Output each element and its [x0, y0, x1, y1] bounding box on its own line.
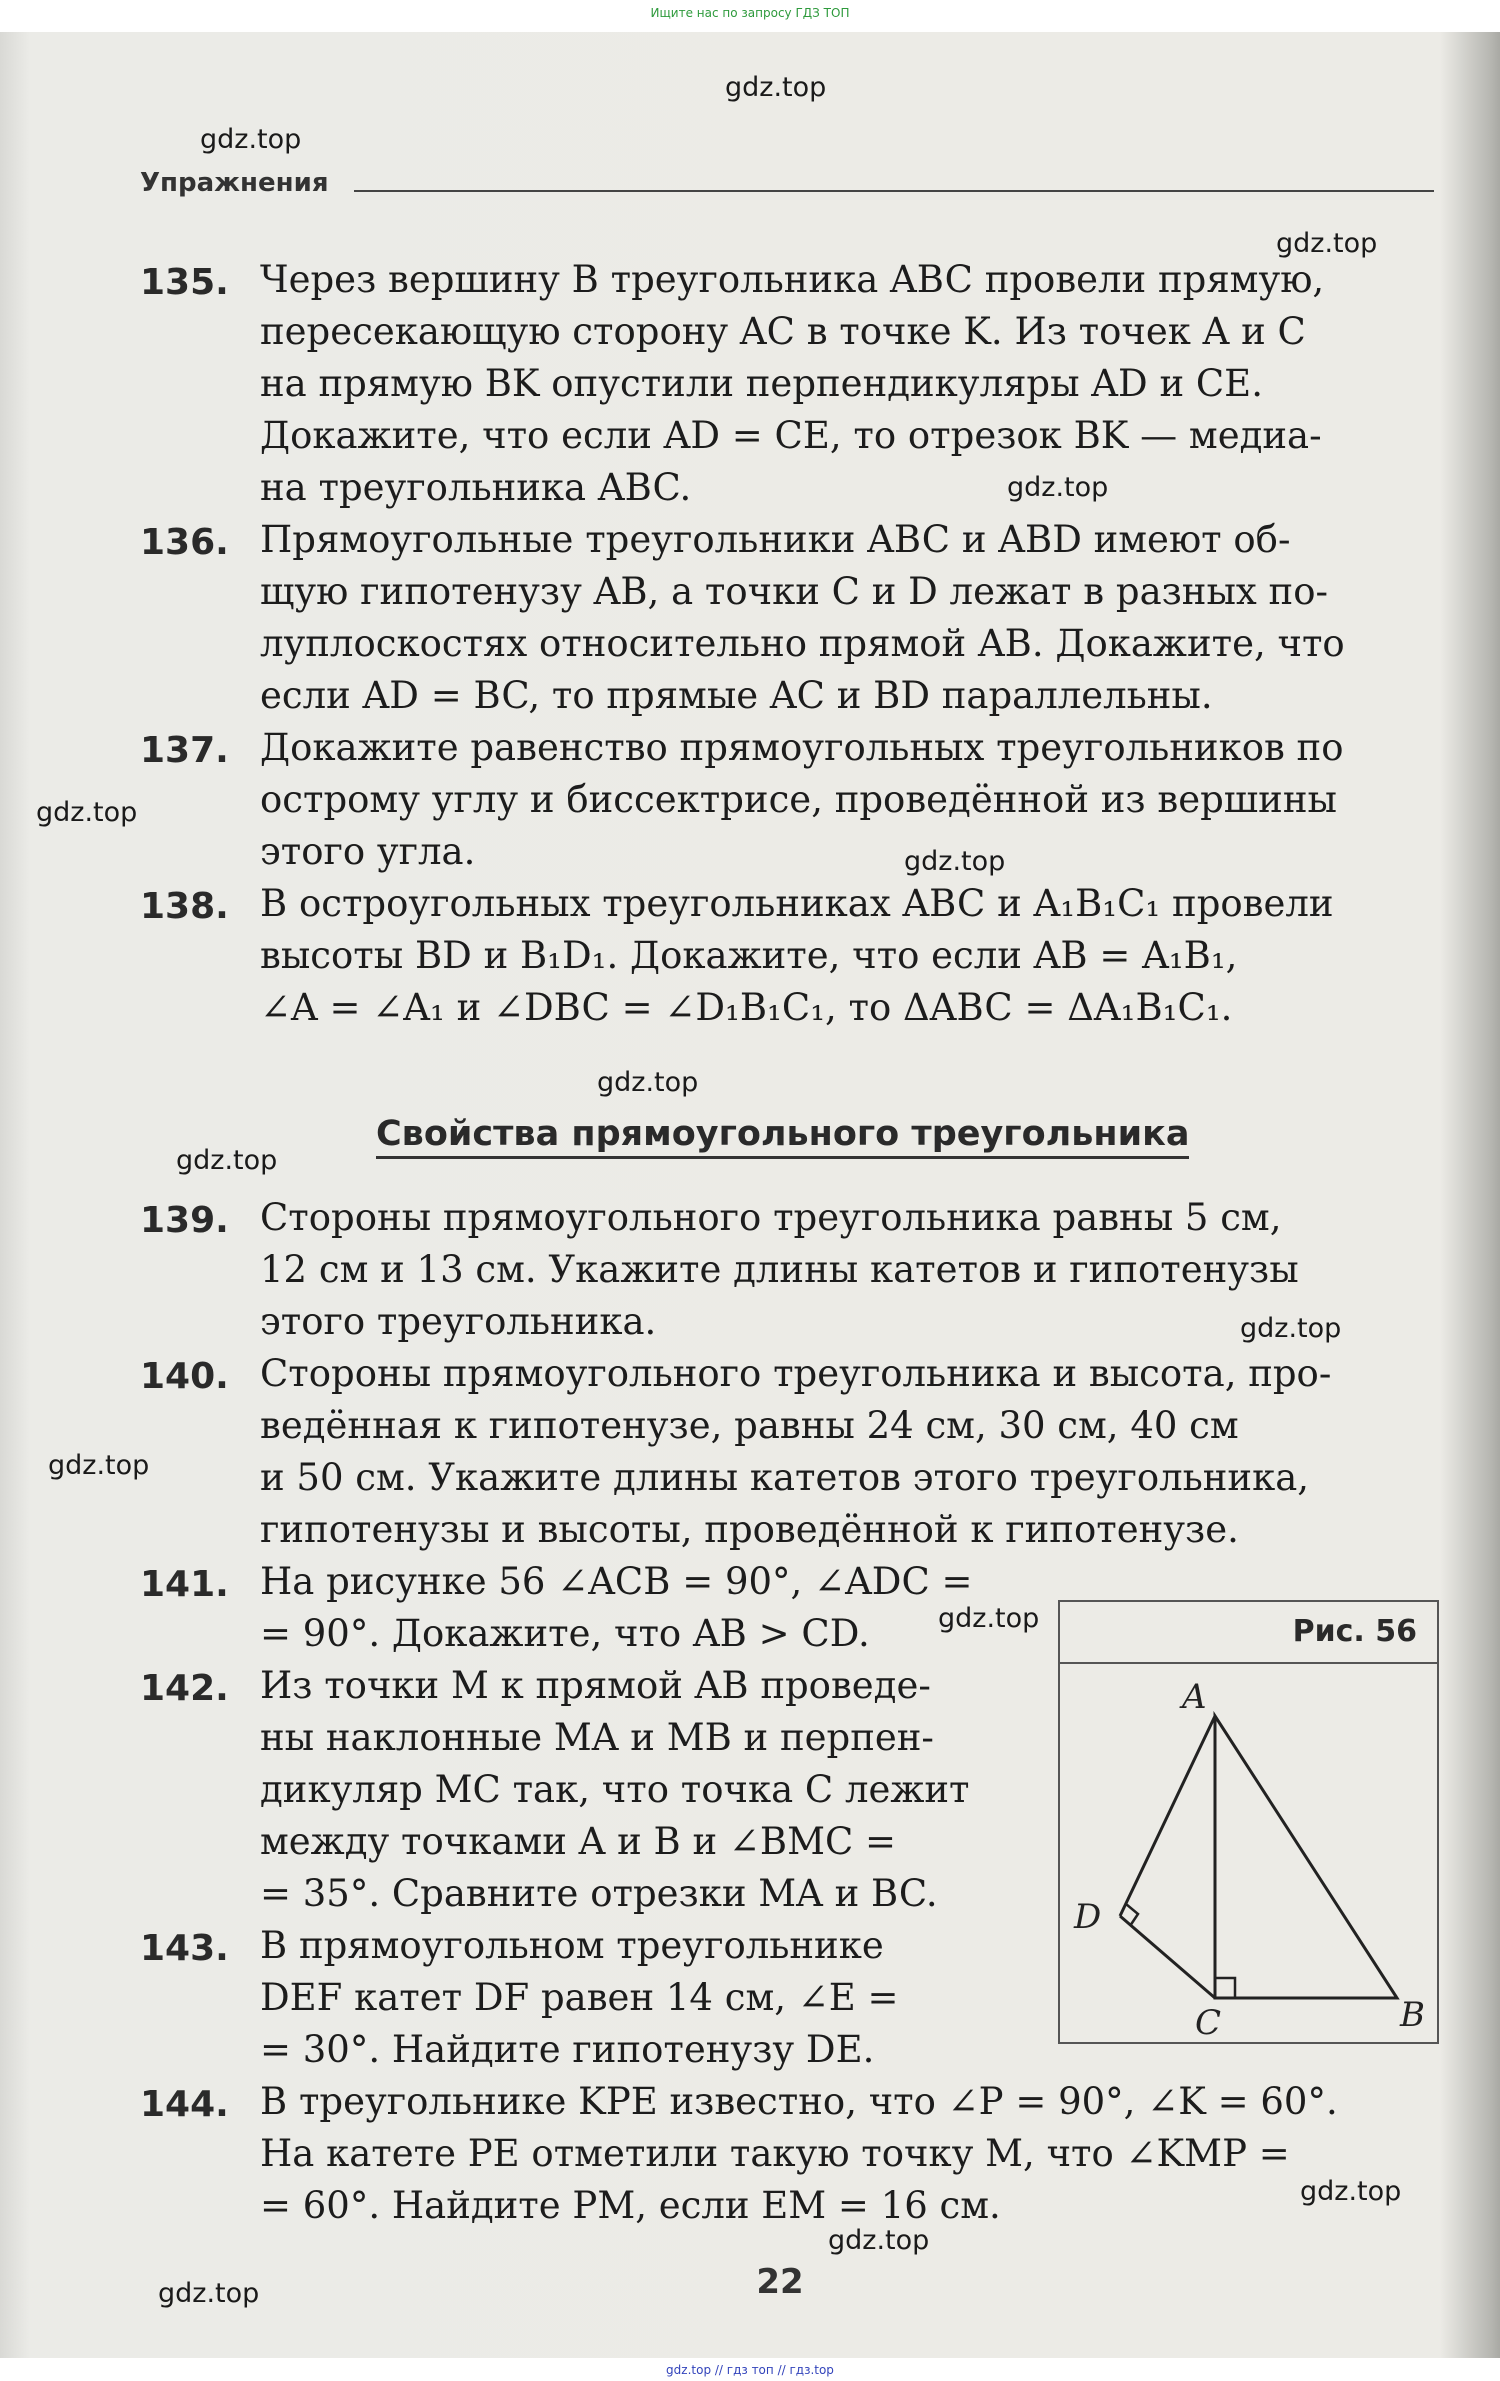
- exercise-number: 139.: [140, 1200, 229, 1241]
- exercise-line: На катете PE отметили такую точку M, что ∠KMP =: [260, 2132, 1290, 2175]
- exercise-number: 144.: [140, 2084, 229, 2125]
- watermark: gdz.top: [1276, 228, 1378, 259]
- exercise-number: 140.: [140, 1356, 229, 1397]
- watermark: gdz.top: [200, 124, 302, 155]
- exercise-line: между точками A и B и ∠BMC =: [260, 1820, 897, 1863]
- exercise-line: = 30°. Найдите гипотенузу DE.: [260, 2028, 875, 2071]
- exercise-line: ведённая к гипотенузе, равны 24 см, 30 см, 40 см: [260, 1404, 1239, 1447]
- exercise-line: Стороны прямоугольного треугольника равны 5 см,: [260, 1196, 1282, 1239]
- exercise-number: 135.: [140, 262, 229, 303]
- section-header: Упражнения: [140, 168, 329, 198]
- exercise-line: = 60°. Найдите PM, если EM = 16 см.: [260, 2184, 1001, 2227]
- exercise-line: Из точки M к прямой AB проведе-: [260, 1664, 931, 1707]
- exercise-line: острому углу и биссектрисе, проведённой из вершины: [260, 778, 1337, 821]
- exercise-number: 136.: [140, 522, 229, 563]
- exercise-line: На рисунке 56 ∠ACB = 90°, ∠ADC =: [260, 1560, 973, 1603]
- watermark: gdz.top: [36, 797, 138, 828]
- exercise-line: = 35°. Сравните отрезки MA и BC.: [260, 1872, 938, 1915]
- watermark: gdz.top: [1300, 2176, 1402, 2207]
- exercise-line: Через вершину B треугольника ABC провели прямую,: [260, 258, 1325, 301]
- exercise-line: щую гипотенузу AB, а точки C и D лежат в разных по-: [260, 570, 1328, 613]
- watermark: gdz.top: [904, 846, 1006, 877]
- exercise-line: = 90°. Докажите, что AB > CD.: [260, 1612, 870, 1655]
- exercise-line: ∠A = ∠A₁ и ∠DBC = ∠D₁B₁C₁, то ΔABC = ΔA₁B₁C₁.: [260, 986, 1233, 1029]
- exercise-number: 137.: [140, 730, 229, 771]
- exercise-number: 143.: [140, 1928, 229, 1969]
- exercise-line: Прямоугольные треугольники ABC и ABD имеют об-: [260, 518, 1291, 561]
- page-number: 22: [756, 2262, 804, 2302]
- label-c: C: [1195, 2003, 1222, 2042]
- triangle-diagram: [1060, 1664, 1437, 2042]
- exercise-line: В треугольнике KPE известно, что ∠P = 90°, ∠K = 60°.: [260, 2080, 1338, 2123]
- section-title: Свойства прямоугольного треугольника: [376, 1114, 1189, 1159]
- segment-dc: [1120, 1916, 1215, 1998]
- label-a: A: [1182, 1677, 1207, 1717]
- watermark: gdz.top: [1007, 472, 1109, 503]
- exercise-line: на прямую BK опустили перпендикуляры AD и CE.: [260, 362, 1263, 405]
- triangle-abc: [1215, 1716, 1397, 1998]
- exercise-line: высоты BD и B₁D₁. Докажите, что если AB = A₁B₁,: [260, 934, 1238, 977]
- top-note[interactable]: Ищите нас по запросу ГДЗ ТОП: [650, 6, 850, 20]
- exercise-line: дикуляр MC так, что точка C лежит: [260, 1768, 970, 1811]
- exercise-line: Стороны прямоугольного треугольника и высота, про-: [260, 1352, 1332, 1395]
- exercise-line: если AD = BC, то прямые AC и BD параллельны.: [260, 674, 1213, 717]
- exercise-line: В остроугольных треугольниках ABC и A₁B₁C₁ провели: [260, 882, 1334, 925]
- watermark: gdz.top: [938, 1603, 1040, 1634]
- right-angle-c: [1215, 1978, 1235, 1998]
- exercise-line: и 50 см. Укажите длины катетов этого треугольника,: [260, 1456, 1310, 1499]
- exercise-line: гипотенузы и высоты, проведённой к гипотенузе.: [260, 1508, 1239, 1551]
- label-b: B: [1400, 1995, 1425, 2035]
- exercise-line: ны наклонные MA и MB и перпен-: [260, 1716, 934, 1759]
- exercise-line: Докажите равенство прямоугольных треугольников по: [260, 726, 1344, 769]
- exercise-line: 12 см и 13 см. Укажите длины катетов и гипотенузы: [260, 1248, 1299, 1291]
- label-d: D: [1074, 1897, 1102, 1937]
- exercise-line: пересекающую сторону AC в точке K. Из точек A и C: [260, 310, 1306, 353]
- header-rule: [354, 190, 1434, 192]
- exercise-line: Докажите, что если AD = CE, то отрезок BK — медиа-: [260, 414, 1322, 457]
- figure-title: Рис. 56: [1060, 1602, 1437, 1664]
- exercise-line: этого угла.: [260, 830, 476, 873]
- watermark: gdz.top: [828, 2225, 930, 2256]
- exercise-line: этого треугольника.: [260, 1300, 657, 1343]
- watermark: gdz.top: [725, 72, 827, 103]
- exercise-number: 138.: [140, 886, 229, 927]
- watermark: gdz.top: [48, 1450, 150, 1481]
- exercise-number: 141.: [140, 1564, 229, 1605]
- exercise-line: В прямоугольном треугольнике: [260, 1924, 884, 1967]
- figure-56: [1058, 1600, 1439, 2044]
- exercise-line: DEF катет DF равен 14 см, ∠E =: [260, 1976, 899, 2019]
- watermark: gdz.top: [176, 1145, 278, 1176]
- exercise-line: луплоскостях относительно прямой AB. Докажите, что: [260, 622, 1345, 665]
- exercise-line: на треугольника ABC.: [260, 466, 692, 509]
- watermark: gdz.top: [158, 2278, 260, 2309]
- bottom-note[interactable]: gdz.top // гдз топ // гдз.top: [666, 2363, 834, 2377]
- exercise-number: 142.: [140, 1668, 229, 1709]
- watermark: gdz.top: [1240, 1313, 1342, 1344]
- segment-ad: [1120, 1716, 1215, 1916]
- watermark: gdz.top: [597, 1067, 699, 1098]
